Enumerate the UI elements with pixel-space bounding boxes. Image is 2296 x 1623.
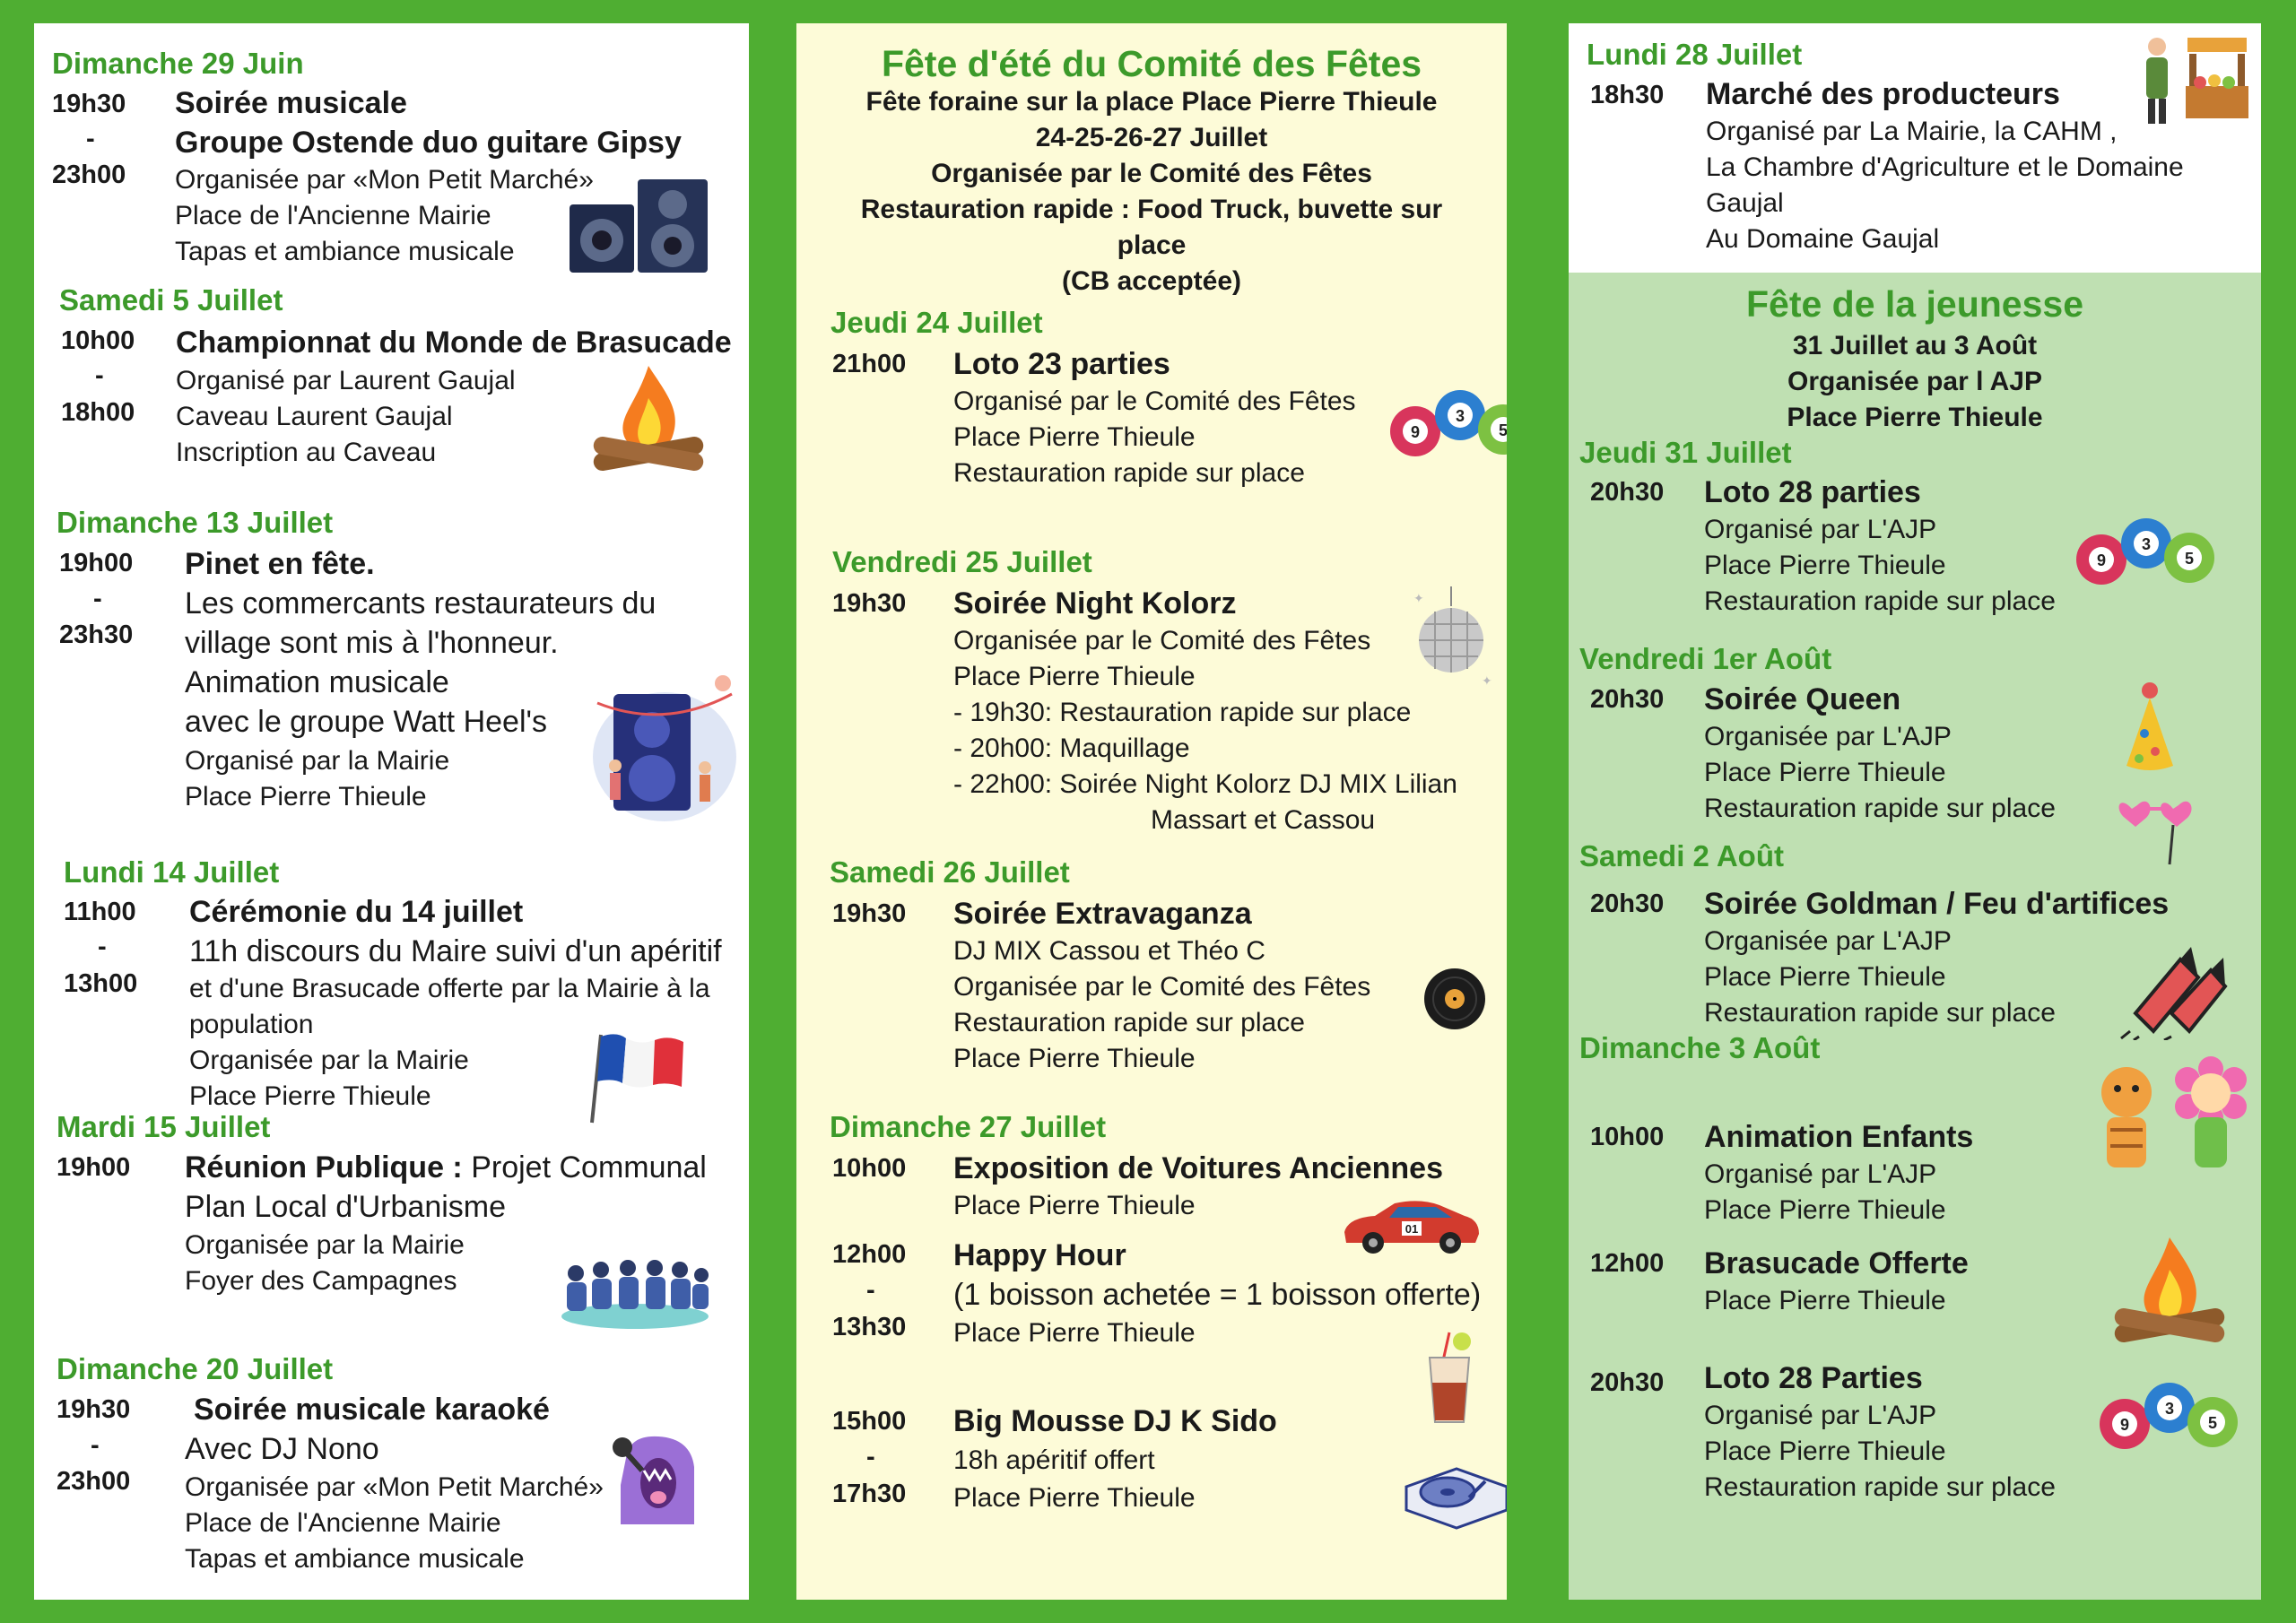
event-start-time: 19h30 <box>57 1395 131 1424</box>
event-line: Avec DJ Nono <box>185 1432 379 1466</box>
column-left <box>34 23 749 1600</box>
turntable-icon <box>1403 1451 1507 1532</box>
event-subtitle: Groupe Ostende duo guitare Gipsy <box>175 126 682 160</box>
event-line: Place Pierre Thieule <box>1704 962 1946 992</box>
event-line: Place Pierre Thieule <box>953 1191 1196 1220</box>
event-line: Place Pierre Thieule <box>1704 758 1946 787</box>
event-line: Plan Local d'Urbanisme <box>185 1190 507 1224</box>
event-end-time: 23h00 <box>52 161 126 189</box>
event-title: Loto 28 Parties <box>1704 1361 1923 1395</box>
event-date: Dimanche 3 Août <box>1579 1031 1821 1064</box>
lottery-balls-icon <box>1388 386 1507 458</box>
event-date: Lundi 14 Juillet <box>64 855 280 889</box>
event-line: Place Pierre Thieule <box>953 1318 1196 1348</box>
heart-glasses-icon <box>2110 769 2200 868</box>
vinyl-record-icon <box>1422 967 1487 1031</box>
svg-text:9: 9 <box>2119 1416 2130 1434</box>
event-date: Samedi 26 Juillet <box>830 855 1070 889</box>
event-title: Marché des producteurs <box>1706 77 2060 111</box>
event-line: Place Pierre Thieule <box>1704 1195 1946 1225</box>
event-line: Organisé par L'AJP <box>1704 515 1937 544</box>
section-subheader: Organisée par l AJP <box>1787 367 2042 396</box>
event-line: Organisé par Laurent Gaujal <box>176 366 516 395</box>
event-title: Soirée Night Kolorz <box>953 586 1237 621</box>
svg-text:3: 3 <box>1455 407 1465 425</box>
event-date: Mardi 15 Juillet <box>57 1110 271 1143</box>
event-title: Exposition de Voitures Anciennes <box>953 1151 1443 1185</box>
party-hat-icon <box>2118 680 2180 778</box>
campfire-icon <box>2107 1234 2232 1350</box>
lottery-balls-icon <box>2098 1379 2241 1451</box>
event-start-time: 18h30 <box>1590 81 1665 109</box>
event-line: Organisée par le Comité des Fêtes <box>953 626 1371 655</box>
race-car-icon <box>1339 1194 1483 1257</box>
event-title: Réunion Publique : <box>185 1150 463 1185</box>
section-subheader: (CB acceptée) <box>1061 266 1242 296</box>
event-start-time: 19h30 <box>832 899 907 928</box>
section-subheader: 31 Juillet au 3 Août <box>1792 331 2038 360</box>
time-dash: - <box>98 933 107 961</box>
event-line: avec le groupe Watt Heel's <box>185 705 547 739</box>
event-line: Place Pierre Thieule <box>1704 551 1946 580</box>
section-subheader: Organisée par le Comité des Fêtes <box>931 159 1372 188</box>
event-end-time: 23h30 <box>59 621 134 649</box>
event-line: Foyer des Campagnes <box>185 1266 457 1296</box>
event-line: Organisé par La Mairie, la CAHM , <box>1706 117 2118 146</box>
event-title: Loto 23 parties <box>953 347 1170 381</box>
column-right <box>1569 23 2261 1600</box>
event-line: Inscription au Caveau <box>176 438 437 467</box>
event-line: Restauration rapide sur place <box>953 1008 1305 1037</box>
event-start-time: 20h30 <box>1590 1368 1665 1397</box>
event-line: Les commercants restaurateurs du <box>185 586 657 621</box>
svg-text:01: 01 <box>1405 1222 1419 1236</box>
event-start-time: 11h00 <box>64 898 136 926</box>
event-line: Tapas et ambiance musicale <box>185 1544 525 1574</box>
svg-text:✦: ✦ <box>1413 591 1424 605</box>
event-line: Animation musicale <box>185 665 449 699</box>
karaoke-microphone-icon <box>608 1431 707 1530</box>
event-line: Place Pierre Thieule <box>953 1044 1196 1073</box>
event-start-time: 12h00 <box>832 1240 907 1269</box>
event-line: DJ MIX Cassou et Théo C <box>953 936 1265 966</box>
event-start-time: 19h00 <box>59 549 134 577</box>
kids-costume-icon <box>2089 1053 2261 1187</box>
event-line: Organisée par «Mon Petit Marché» <box>185 1472 604 1502</box>
time-dash: - <box>95 361 104 390</box>
svg-text:5: 5 <box>2207 1414 2218 1432</box>
event-line: Organisée par la Mairie <box>185 1230 465 1260</box>
event-line: Place de l'Ancienne Mairie <box>175 201 491 230</box>
event-title: Championnat du Monde de Brasucade <box>176 325 732 360</box>
event-date: Samedi 2 Août <box>1579 839 1784 872</box>
section-header: Fête d'été du Comité des Fêtes <box>881 43 1422 84</box>
svg-text:9: 9 <box>1410 423 1421 441</box>
time-dash: - <box>93 585 102 613</box>
event-date: Vendredi 25 Juillet <box>832 545 1092 578</box>
event-date: Samedi 5 Juillet <box>59 283 283 317</box>
event-end-time: 23h00 <box>57 1467 131 1496</box>
lottery-balls-icon <box>2074 515 2218 586</box>
event-title: Happy Hour <box>953 1238 1126 1272</box>
event-line: La Chambre d'Agriculture et le Domaine <box>1706 152 2184 182</box>
event-title: Soirée Goldman / Feu d'artifices <box>1704 887 2170 921</box>
speakers-icon <box>568 178 711 276</box>
time-dash: - <box>91 1431 100 1460</box>
event-line: (1 boisson achetée = 1 boisson offerte) <box>953 1278 1482 1312</box>
event-start-time: 10h00 <box>1590 1123 1665 1151</box>
event-title: Soirée musicale karaoké <box>194 1393 550 1427</box>
svg-text:5: 5 <box>2184 550 2195 568</box>
event-end-time: 13h00 <box>64 969 138 998</box>
event-date: Jeudi 31 Juillet <box>1579 436 1792 469</box>
event-line: village sont mis à l'honneur. <box>185 626 559 660</box>
event-start-time: 19h30 <box>52 90 126 118</box>
fireworks-icon <box>2118 924 2234 1040</box>
event-date: Dimanche 13 Juillet <box>57 506 334 539</box>
svg-text:5: 5 <box>1498 421 1509 439</box>
event-end-time: 18h00 <box>61 398 135 427</box>
event-title: Soirée musicale <box>175 86 407 120</box>
event-date: Jeudi 24 Juillet <box>831 306 1043 339</box>
event-line: Place Pierre Thieule <box>189 1081 431 1111</box>
market-stall-icon <box>2134 29 2250 127</box>
event-line: Restauration rapide sur place <box>1704 1472 2056 1502</box>
event-date: Lundi 28 Juillet <box>1587 38 1803 71</box>
event-title: Animation Enfants <box>1704 1120 1974 1154</box>
meeting-icon <box>560 1254 710 1331</box>
event-line: Restauration rapide sur place <box>1704 586 2056 616</box>
svg-text:3: 3 <box>2164 1400 2175 1418</box>
svg-text:9: 9 <box>2096 551 2107 569</box>
event-line: Restauration rapide sur place <box>1704 794 2056 823</box>
dj-party-icon <box>588 667 741 829</box>
event-line: - 22h00: Soirée Night Kolorz DJ MIX Lilian <box>953 769 1457 799</box>
disco-ball-icon <box>1406 586 1496 694</box>
event-line: Organisée par L'AJP <box>1704 722 1952 751</box>
event-line: Organisée par la Mairie <box>189 1046 469 1075</box>
event-line: Tapas et ambiance musicale <box>175 237 515 266</box>
event-date: Vendredi 1er Août <box>1579 642 1832 675</box>
event-line: Gaujal <box>1706 188 1784 218</box>
event-title-rest: Projet Communal <box>462 1150 707 1185</box>
event-start-time: 20h30 <box>1590 890 1665 918</box>
time-dash: - <box>86 125 95 153</box>
event-line: Place Pierre Thieule <box>1704 1436 1946 1466</box>
time-dash: - <box>866 1443 875 1471</box>
event-start-time: 12h00 <box>1590 1249 1665 1278</box>
event-line: 18h apéritif offert <box>953 1445 1155 1475</box>
event-date: Dimanche 29 Juin <box>52 47 304 80</box>
event-line: Organisé par L'AJP <box>1704 1159 1937 1189</box>
campfire-icon <box>586 362 711 479</box>
event-line: Place Pierre Thieule <box>953 662 1196 691</box>
event-line: Massart et Cassou <box>1151 805 1376 835</box>
event-line: Organisé par le Comité des Fêtes <box>953 386 1356 416</box>
event-title: Big Mousse DJ K Sido <box>953 1404 1277 1438</box>
event-title: Soirée Extravaganza <box>953 897 1252 931</box>
france-flag-icon <box>590 1028 689 1126</box>
event-line: Organisée par le Comité des Fêtes <box>953 972 1371 1002</box>
event-line: Organisée par L'AJP <box>1704 926 1952 956</box>
event-end-time: 17h30 <box>832 1480 907 1508</box>
event-line: et d'une Brasucade offerte par la Mairie à la <box>189 974 710 1003</box>
event-start-time: 20h30 <box>1590 478 1665 507</box>
event-line: Au Domaine Gaujal <box>1706 224 1940 254</box>
section-header: Fête de la jeunesse <box>1745 283 2083 325</box>
event-line: - 20h00: Maquillage <box>953 733 1190 763</box>
event-title: Soirée Queen <box>1704 682 1901 716</box>
event-title: Loto 28 parties <box>1704 475 1921 509</box>
event-line: Place Pierre Thieule <box>1704 1286 1946 1315</box>
event-start-time: 15h00 <box>832 1407 907 1436</box>
event-line: Organisé par la Mairie <box>185 746 450 776</box>
event-end-time: 13h30 <box>832 1313 907 1341</box>
event-title: Brasucade Offerte <box>1704 1246 1969 1280</box>
event-start-time: 10h00 <box>832 1154 907 1183</box>
event-start-time: 19h30 <box>832 589 907 618</box>
section-subheader: place <box>1117 230 1187 260</box>
column-middle <box>796 23 1507 1600</box>
event-start-time: 19h00 <box>57 1153 131 1182</box>
cocktail-icon <box>1422 1329 1476 1428</box>
event-line: 11h discours du Maire suivi d'un apéritif <box>189 934 722 968</box>
svg-text:3: 3 <box>2141 535 2152 553</box>
event-title: Pinet en fête. <box>185 547 375 581</box>
event-title: Cérémonie du 14 juillet <box>189 895 524 929</box>
section-subheader: 24-25-26-27 Juillet <box>1035 123 1268 152</box>
svg-text:✦: ✦ <box>1482 673 1492 688</box>
time-dash: - <box>866 1276 875 1305</box>
event-start-time: 20h30 <box>1590 685 1665 714</box>
section-subheader: Restauration rapide : Food Truck, buvette sur <box>860 195 1443 224</box>
section-subheader: Fête foraine sur la place Place Pierre Thieule <box>865 87 1438 117</box>
event-line: Place Pierre Thieule <box>185 782 427 812</box>
section-subheader: Place Pierre Thieule <box>1787 403 2043 432</box>
event-line: Organisée par «Mon Petit Marché» <box>175 165 594 195</box>
event-title-row <box>185 1150 707 1185</box>
event-line: Restauration rapide sur place <box>953 458 1305 488</box>
event-line: Place Pierre Thieule <box>953 1483 1196 1513</box>
event-line: Restauration rapide sur place <box>1704 998 2056 1028</box>
event-line: Caveau Laurent Gaujal <box>176 402 453 431</box>
event-line: Organisé par L'AJP <box>1704 1401 1937 1430</box>
event-line: population <box>189 1010 314 1039</box>
event-date: Dimanche 20 Juillet <box>57 1352 334 1385</box>
event-line: Place Pierre Thieule <box>953 422 1196 452</box>
event-start-time: 10h00 <box>61 326 135 355</box>
event-start-time: 21h00 <box>832 350 907 378</box>
event-line: - 19h30: Restauration rapide sur place <box>953 698 1412 727</box>
event-line: Place de l'Ancienne Mairie <box>185 1508 501 1538</box>
event-date: Dimanche 27 Juillet <box>830 1110 1107 1143</box>
